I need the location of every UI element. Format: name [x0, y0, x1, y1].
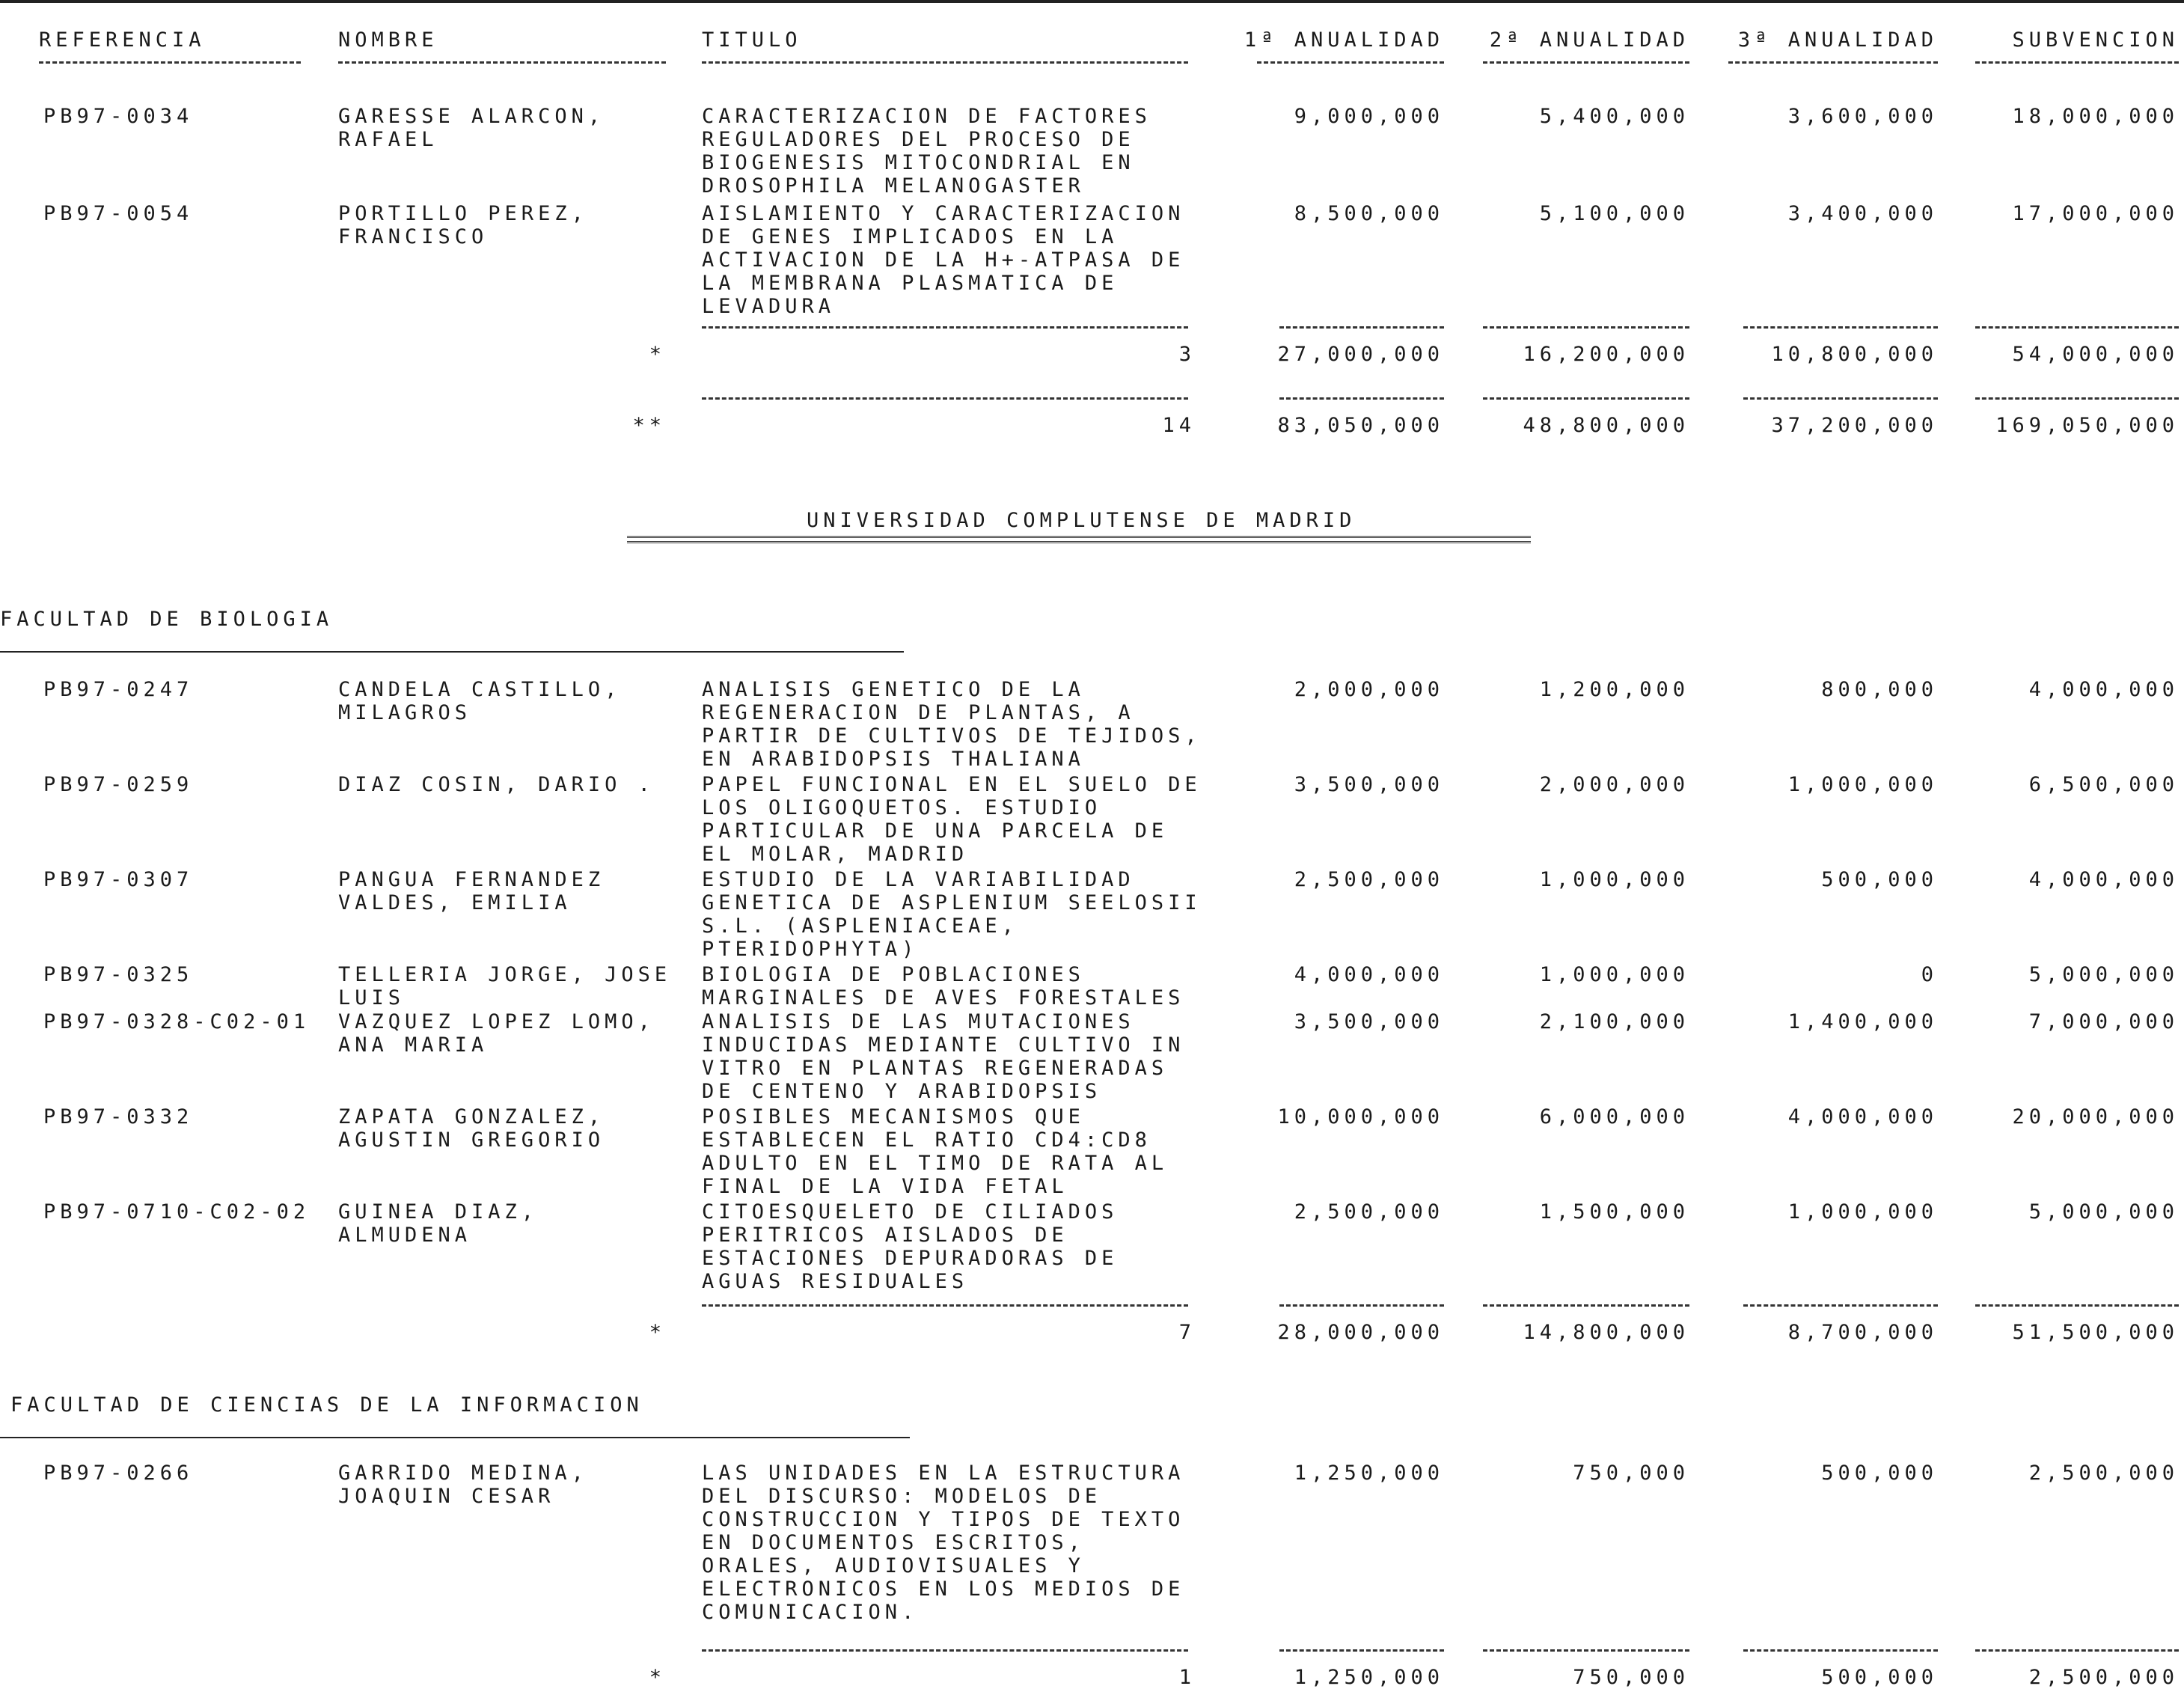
- section-0-row-5-anualidad-3: 4,000,000: [1787, 1105, 1938, 1128]
- section-1-subtotal-anualidad-1: 1,250,000: [1294, 1666, 1444, 1689]
- section-0-row-6-anualidad-1: 2,500,000: [1294, 1200, 1444, 1224]
- section-0-row-3-nombre: LUIS: [338, 986, 406, 1010]
- section-1-subtotal-rule: [1279, 1649, 1444, 1652]
- section-0-row-6-anualidad-2: 1,500,000: [1539, 1200, 1689, 1224]
- section-0-row-5-titulo: POSIBLES MECANISMOS QUE: [702, 1105, 1085, 1128]
- section-1-row-0-anualidad-3: 500,000: [1821, 1462, 1938, 1485]
- section-1-subtotal-mark: *: [649, 1666, 666, 1689]
- section-0-row-6-titulo: ESTACIONES DEPURADORAS DE: [702, 1247, 1119, 1270]
- section-1-row-0-titulo: LAS UNIDADES EN LA ESTRUCTURA: [702, 1462, 1185, 1485]
- section-0-row-0-titulo: REGENERACION DE PLANTAS, A: [702, 701, 1135, 724]
- grand-total-rule: [702, 397, 1188, 400]
- section-0-row-2-anualidad-2: 1,000,000: [1539, 868, 1689, 891]
- section-1-row-0-anualidad-1: 1,250,000: [1294, 1462, 1444, 1485]
- top-rule: [0, 0, 2184, 3]
- section-0-row-4-titulo: ANALISIS DE LAS MUTACIONES: [702, 1010, 1135, 1033]
- section-1-row-0-titulo: ELECTRONICOS EN LOS MEDIOS DE: [702, 1577, 1185, 1601]
- section-1-subtotal-anualidad-2: 750,000: [1573, 1666, 1689, 1689]
- section-0-row-2-referencia: PB97-0307: [43, 868, 194, 891]
- top-row-1-referencia: PB97-0054: [43, 202, 194, 225]
- university-title: UNIVERSIDAD COMPLUTENSE DE MADRID: [807, 509, 1356, 532]
- top-row-1-titulo: AISLAMIENTO Y CARACTERIZACION: [702, 202, 1185, 225]
- header-underline: [702, 61, 1188, 64]
- section-0-row-1-titulo: PARTICULAR DE UNA PARCELA DE: [702, 819, 1169, 843]
- section-0-row-5-anualidad-2: 6,000,000: [1539, 1105, 1689, 1128]
- top-subtotal-rule: [1743, 326, 1938, 329]
- section-0-row-2-subvencion: 4,000,000: [2028, 868, 2179, 891]
- section-0-row-5-anualidad-1: 10,000,000: [1277, 1105, 1444, 1128]
- top-row-0-titulo: REGULADORES DEL PROCESO DE: [702, 128, 1135, 151]
- section-0-row-1-titulo: EL MOLAR, MADRID: [702, 843, 969, 866]
- section-0-row-6-subvencion: 5,000,000: [2028, 1200, 2179, 1224]
- top-subtotal-rule: [1483, 326, 1689, 329]
- university-underline: [627, 536, 1531, 543]
- section-0-row-4-anualidad-1: 3,500,000: [1294, 1010, 1444, 1033]
- section-0-row-2-titulo: PTERIDOPHYTA): [702, 938, 919, 961]
- section-1-row-0-nombre: GARRIDO MEDINA,: [338, 1462, 588, 1485]
- grand-total-anualidad-2: 48,800,000: [1523, 414, 1689, 437]
- top-subtotal-anualidad-1: 27,000,000: [1277, 343, 1444, 366]
- top-row-1-anualidad-1: 8,500,000: [1294, 202, 1444, 225]
- grand-total-rule: [1975, 397, 2179, 400]
- section-0-row-1-subvencion: 6,500,000: [2028, 773, 2179, 796]
- header-underline: [1257, 61, 1444, 64]
- section-0-row-2-nombre: VALDES, EMILIA: [338, 891, 572, 914]
- top-row-1-titulo: ACTIVACION DE LA H+-ATPASA DE: [702, 248, 1185, 272]
- header-underline: [1728, 61, 1938, 64]
- col-header-referencia: REFERENCIA: [39, 28, 206, 52]
- section-0-row-1-titulo: LOS OLIGOQUETOS. ESTUDIO: [702, 796, 1102, 819]
- header-underline: [39, 61, 301, 64]
- section-0-row-3-titulo: MARGINALES DE AVES FORESTALES: [702, 986, 1185, 1010]
- section-0-subtotal-rule: [1483, 1304, 1689, 1307]
- section-0-row-6-nombre: ALMUDENA: [338, 1224, 472, 1247]
- top-subtotal-count: 3: [1178, 343, 1196, 366]
- top-row-1-anualidad-2: 5,100,000: [1539, 202, 1689, 225]
- section-0-row-5-nombre: AGUSTIN GREGORIO: [338, 1128, 605, 1152]
- top-row-1-subvencion: 17,000,000: [2012, 202, 2179, 225]
- section-0-row-0-titulo: ANALISIS GENETICO DE LA: [702, 678, 1085, 701]
- top-row-1-nombre: FRANCISCO: [338, 225, 489, 248]
- section-0-row-3-nombre: TELLERIA JORGE, JOSE: [338, 963, 672, 986]
- grand-total-rule: [1279, 397, 1444, 400]
- section-0-row-0-nombre: MILAGROS: [338, 701, 472, 724]
- section-0-row-0-anualidad-2: 1,200,000: [1539, 678, 1689, 701]
- section-1-row-0-referencia: PB97-0266: [43, 1462, 194, 1485]
- section-0-subtotal-rule: [702, 1304, 1188, 1307]
- section-0-row-0-anualidad-3: 800,000: [1821, 678, 1938, 701]
- top-subtotal-rule: [1975, 326, 2179, 329]
- col-header-nombre: NOMBRE: [338, 28, 438, 52]
- section-0-row-3-anualidad-2: 1,000,000: [1539, 963, 1689, 986]
- section-0-row-3-titulo: BIOLOGIA DE POBLACIONES: [702, 963, 1085, 986]
- section-0-row-6-nombre: GUINEA DIAZ,: [338, 1200, 539, 1224]
- section-1-row-0-titulo: CONSTRUCCION Y TIPOS DE TEXTO: [702, 1508, 1185, 1531]
- section-1-subtotal-rule: [702, 1649, 1188, 1652]
- section-0-row-3-anualidad-1: 4,000,000: [1294, 963, 1444, 986]
- section-0-row-1-nombre: DIAZ COSIN, DARIO .: [338, 773, 655, 796]
- section-0-row-4-titulo: VITRO EN PLANTAS REGENERADAS: [702, 1057, 1169, 1080]
- top-row-0-referencia: PB97-0034: [43, 105, 194, 128]
- section-1-subtotal-rule: [1483, 1649, 1689, 1652]
- top-row-0-anualidad-1: 9,000,000: [1294, 105, 1444, 128]
- section-0-row-6-titulo: PERITRICOS AISLADOS DE: [702, 1224, 1068, 1247]
- grand-total-rule: [1743, 397, 1938, 400]
- section-1-row-0-titulo: ORALES, AUDIOVISUALES Y: [702, 1554, 1085, 1577]
- section-0-row-5-nombre: ZAPATA GONZALEZ,: [338, 1105, 605, 1128]
- section-0-row-5-titulo: FINAL DE LA VIDA FETAL: [702, 1175, 1068, 1198]
- section-0-subtotal-anualidad-1: 28,000,000: [1277, 1321, 1444, 1344]
- section-rule-0: [0, 651, 904, 653]
- top-row-1-titulo: LA MEMBRANA PLASMATICA DE: [702, 272, 1119, 295]
- section-0-row-6-anualidad-3: 1,000,000: [1787, 1200, 1938, 1224]
- grand-total-mark: **: [632, 414, 666, 437]
- section-0-row-5-titulo: ADULTO EN EL TIMO DE RATA AL: [702, 1152, 1169, 1175]
- grand-total-count: 14: [1162, 414, 1196, 437]
- top-subtotal-rule: [702, 326, 1188, 329]
- section-0-row-2-nombre: PANGUA FERNANDEZ: [338, 868, 605, 891]
- section-0-row-5-referencia: PB97-0332: [43, 1105, 194, 1128]
- section-1-row-0-titulo: DEL DISCURSO: MODELOS DE: [702, 1485, 1102, 1508]
- top-row-1-anualidad-3: 3,400,000: [1787, 202, 1938, 225]
- section-0-row-1-titulo: PAPEL FUNCIONAL EN EL SUELO DE: [702, 773, 1202, 796]
- section-0-row-6-titulo: CITOESQUELETO DE CILIADOS: [702, 1200, 1119, 1224]
- section-0-row-4-titulo: DE CENTENO Y ARABIDOPSIS: [702, 1080, 1102, 1103]
- section-0-row-0-titulo: EN ARABIDOPSIS THALIANA: [702, 748, 1085, 771]
- section-0-row-1-referencia: PB97-0259: [43, 773, 194, 796]
- grand-total-rule: [1483, 397, 1689, 400]
- top-row-0-anualidad-3: 3,600,000: [1787, 105, 1938, 128]
- top-row-0-titulo: CARACTERIZACION DE FACTORES: [702, 105, 1151, 128]
- top-subtotal-anualidad-2: 16,200,000: [1523, 343, 1689, 366]
- section-0-row-4-referencia: PB97-0328-C02-01: [43, 1010, 311, 1033]
- col-header-subvencion: SUBVENCION: [2012, 28, 2179, 52]
- section-0-row-4-nombre: ANA MARIA: [338, 1033, 489, 1057]
- section-0-row-4-subvencion: 7,000,000: [2028, 1010, 2179, 1033]
- col-header-titulo: TITULO: [702, 28, 802, 52]
- top-row-0-titulo: DROSOPHILA MELANOGASTER: [702, 174, 1085, 198]
- section-rule-1: [0, 1437, 910, 1438]
- top-row-0-anualidad-2: 5,400,000: [1539, 105, 1689, 128]
- section-title-1: FACULTAD DE CIENCIAS DE LA INFORMACION: [10, 1393, 643, 1417]
- header-underline: [338, 61, 666, 64]
- section-0-row-3-anualidad-3: 0: [1921, 963, 1938, 986]
- section-0-subtotal-count: 7: [1178, 1321, 1196, 1344]
- section-0-row-2-anualidad-3: 500,000: [1821, 868, 1938, 891]
- top-row-0-titulo: BIOGENESIS MITOCONDRIAL EN: [702, 151, 1135, 174]
- section-0-subtotal-rule: [1743, 1304, 1938, 1307]
- section-0-row-4-anualidad-2: 2,100,000: [1539, 1010, 1689, 1033]
- header-underline: [1975, 61, 2179, 64]
- section-0-subtotal-anualidad-2: 14,800,000: [1523, 1321, 1689, 1344]
- top-row-1-titulo: DE GENES IMPLICADOS EN LA: [702, 225, 1119, 248]
- grand-total-anualidad-1: 83,050,000: [1277, 414, 1444, 437]
- top-row-0-nombre: GARESSE ALARCON,: [338, 105, 605, 128]
- top-row-0-nombre: RAFAEL: [338, 128, 438, 151]
- section-0-row-4-titulo: INDUCIDAS MEDIANTE CULTIVO IN: [702, 1033, 1185, 1057]
- section-0-row-0-subvencion: 4,000,000: [2028, 678, 2179, 701]
- section-0-row-1-anualidad-2: 2,000,000: [1539, 773, 1689, 796]
- section-0-row-0-anualidad-1: 2,000,000: [1294, 678, 1444, 701]
- section-0-row-0-referencia: PB97-0247: [43, 678, 194, 701]
- section-0-row-1-anualidad-1: 3,500,000: [1294, 773, 1444, 796]
- section-0-subtotal-rule: [1279, 1304, 1444, 1307]
- section-1-row-0-titulo: EN DOCUMENTOS ESCRITOS,: [702, 1531, 1085, 1554]
- section-0-row-6-titulo: AGUAS RESIDUALES: [702, 1270, 969, 1293]
- section-1-row-0-nombre: JOAQUIN CESAR: [338, 1485, 555, 1508]
- section-0-row-3-subvencion: 5,000,000: [2028, 963, 2179, 986]
- section-0-row-0-titulo: PARTIR DE CULTIVOS DE TEJIDOS,: [702, 724, 1202, 748]
- section-0-row-5-titulo: ESTABLECEN EL RATIO CD4:CD8: [702, 1128, 1151, 1152]
- top-subtotal-mark: *: [649, 343, 666, 366]
- section-0-subtotal-anualidad-3: 8,700,000: [1787, 1321, 1938, 1344]
- top-subtotal-rule: [1279, 326, 1444, 329]
- section-1-subtotal-count: 1: [1178, 1666, 1196, 1689]
- section-1-subtotal-rule: [1743, 1649, 1938, 1652]
- section-1-subtotal-subvencion: 2,500,000: [2028, 1666, 2179, 1689]
- section-0-subtotal-mark: *: [649, 1321, 666, 1344]
- section-1-subtotal-anualidad-3: 500,000: [1821, 1666, 1938, 1689]
- section-0-subtotal-rule: [1975, 1304, 2179, 1307]
- section-0-row-2-titulo: ESTUDIO DE LA VARIABILIDAD: [702, 868, 1135, 891]
- section-0-subtotal-subvencion: 51,500,000: [2012, 1321, 2179, 1344]
- section-0-row-4-anualidad-3: 1,400,000: [1787, 1010, 1938, 1033]
- top-row-0-subvencion: 18,000,000: [2012, 105, 2179, 128]
- section-0-row-1-anualidad-3: 1,000,000: [1787, 773, 1938, 796]
- section-1-row-0-titulo: COMUNICACION.: [702, 1601, 919, 1624]
- grand-total-anualidad-3: 37,200,000: [1771, 414, 1938, 437]
- section-0-row-5-subvencion: 20,000,000: [2012, 1105, 2179, 1128]
- section-0-row-0-nombre: CANDELA CASTILLO,: [338, 678, 622, 701]
- top-subtotal-anualidad-3: 10,800,000: [1771, 343, 1938, 366]
- section-0-row-3-referencia: PB97-0325: [43, 963, 194, 986]
- section-1-row-0-subvencion: 2,500,000: [2028, 1462, 2179, 1485]
- section-0-row-2-titulo: S.L. (ASPLENIACEAE,: [702, 914, 1018, 938]
- section-0-row-6-referencia: PB97-0710-C02-02: [43, 1200, 311, 1224]
- top-row-1-titulo: LEVADURA: [702, 295, 836, 318]
- section-title-0: FACULTAD DE BIOLOGIA: [0, 608, 334, 631]
- section-0-row-4-nombre: VAZQUEZ LOPEZ LOMO,: [338, 1010, 655, 1033]
- col-header-anualidad-1: 1ª ANUALIDAD: [1244, 28, 1444, 52]
- top-row-1-nombre: PORTILLO PEREZ,: [338, 202, 588, 225]
- section-1-row-0-anualidad-2: 750,000: [1573, 1462, 1689, 1485]
- section-0-row-2-titulo: GENETICA DE ASPLENIUM SEELOSII: [702, 891, 1202, 914]
- col-header-anualidad-2: 2ª ANUALIDAD: [1489, 28, 1689, 52]
- header-underline: [1483, 61, 1689, 64]
- section-1-subtotal-rule: [1975, 1649, 2179, 1652]
- grand-total-subvencion: 169,050,000: [1995, 414, 2179, 437]
- top-subtotal-subvencion: 54,000,000: [2012, 343, 2179, 366]
- section-0-row-2-anualidad-1: 2,500,000: [1294, 868, 1444, 891]
- col-header-anualidad-3: 3ª ANUALIDAD: [1737, 28, 1938, 52]
